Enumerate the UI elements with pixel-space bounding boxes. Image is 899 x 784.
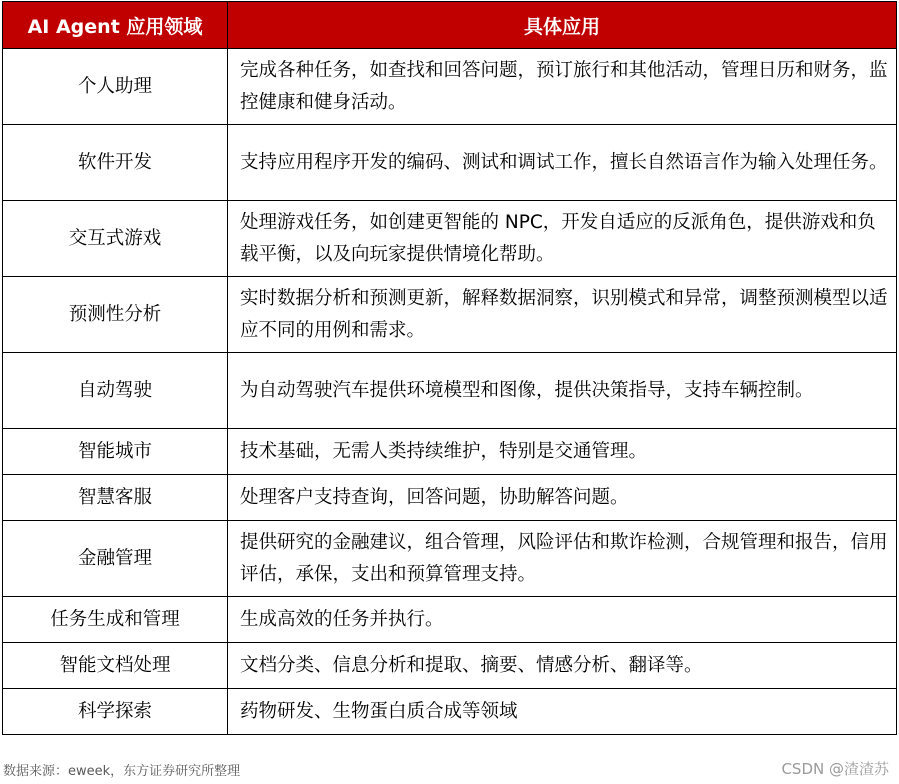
domain-cell: 自动驾驶 bbox=[3, 353, 228, 429]
table-row bbox=[3, 277, 897, 353]
table-row bbox=[3, 521, 897, 597]
table-row bbox=[3, 475, 897, 521]
application-cell: 提供研究的金融建议，组合管理，风险评估和欺诈检测，合规管理和报告，信用评估，承保，支出和预算管理支持。 bbox=[228, 521, 897, 597]
application-cell: 技术基础，无需人类持续维护，特别是交通管理。 bbox=[228, 429, 897, 475]
application-table-container bbox=[2, 1, 897, 735]
table-header-row bbox=[3, 2, 897, 49]
domain-cell: 金融管理 bbox=[3, 521, 228, 597]
table-row bbox=[3, 125, 897, 201]
domain-cell: 智能城市 bbox=[3, 429, 228, 475]
table-row bbox=[3, 201, 897, 277]
application-cell: 支持应用程序开发的编码、测试和调试工作，擅长自然语言作为输入处理任务。 bbox=[228, 125, 897, 201]
application-cell: 处理客户支持查询，回答问题，协助解答问题。 bbox=[228, 475, 897, 521]
table-row bbox=[3, 689, 897, 735]
domain-cell: 任务生成和管理 bbox=[3, 597, 228, 643]
data-source-note: 数据来源：eweek，东方证券研究所整理 bbox=[3, 764, 241, 779]
application-cell: 文档分类、信息分析和提取、摘要、情感分析、翻译等。 bbox=[228, 643, 897, 689]
header-domain: AI Agent 应用领域 bbox=[3, 2, 228, 49]
domain-cell: 智慧客服 bbox=[3, 475, 228, 521]
domain-cell: 科学探索 bbox=[3, 689, 228, 735]
application-cell: 药物研发、生物蛋白质合成等领域 bbox=[228, 689, 897, 735]
application-cell: 处理游戏任务，如创建更智能的 NPC，开发自适应的反派角色，提供游戏和负载平衡，以及向玩家提供情境化帮助。 bbox=[228, 201, 897, 277]
ai-agent-application-table bbox=[2, 1, 897, 735]
header-application: 具体应用 bbox=[228, 2, 897, 49]
table-row bbox=[3, 597, 897, 643]
domain-cell: 预测性分析 bbox=[3, 277, 228, 353]
application-cell: 为自动驾驶汽车提供环境模型和图像，提供决策指导，支持车辆控制。 bbox=[228, 353, 897, 429]
domain-cell: 交互式游戏 bbox=[3, 201, 228, 277]
table-row bbox=[3, 429, 897, 475]
application-cell: 生成高效的任务并执行。 bbox=[228, 597, 897, 643]
table-row bbox=[3, 49, 897, 125]
domain-cell: 智能文档处理 bbox=[3, 643, 228, 689]
application-cell: 完成各种任务，如查找和回答问题，预订旅行和其他活动，管理日历和财务，监控健康和健身活动。 bbox=[228, 49, 897, 125]
domain-cell: 软件开发 bbox=[3, 125, 228, 201]
table-row bbox=[3, 643, 897, 689]
application-cell: 实时数据分析和预测更新，解释数据洞察，识别模式和异常，调整预测模型以适应不同的用例和需求。 bbox=[228, 277, 897, 353]
domain-cell: 个人助理 bbox=[3, 49, 228, 125]
table-row bbox=[3, 353, 897, 429]
csdn-watermark: CSDN @渣渣苏 bbox=[781, 760, 889, 778]
